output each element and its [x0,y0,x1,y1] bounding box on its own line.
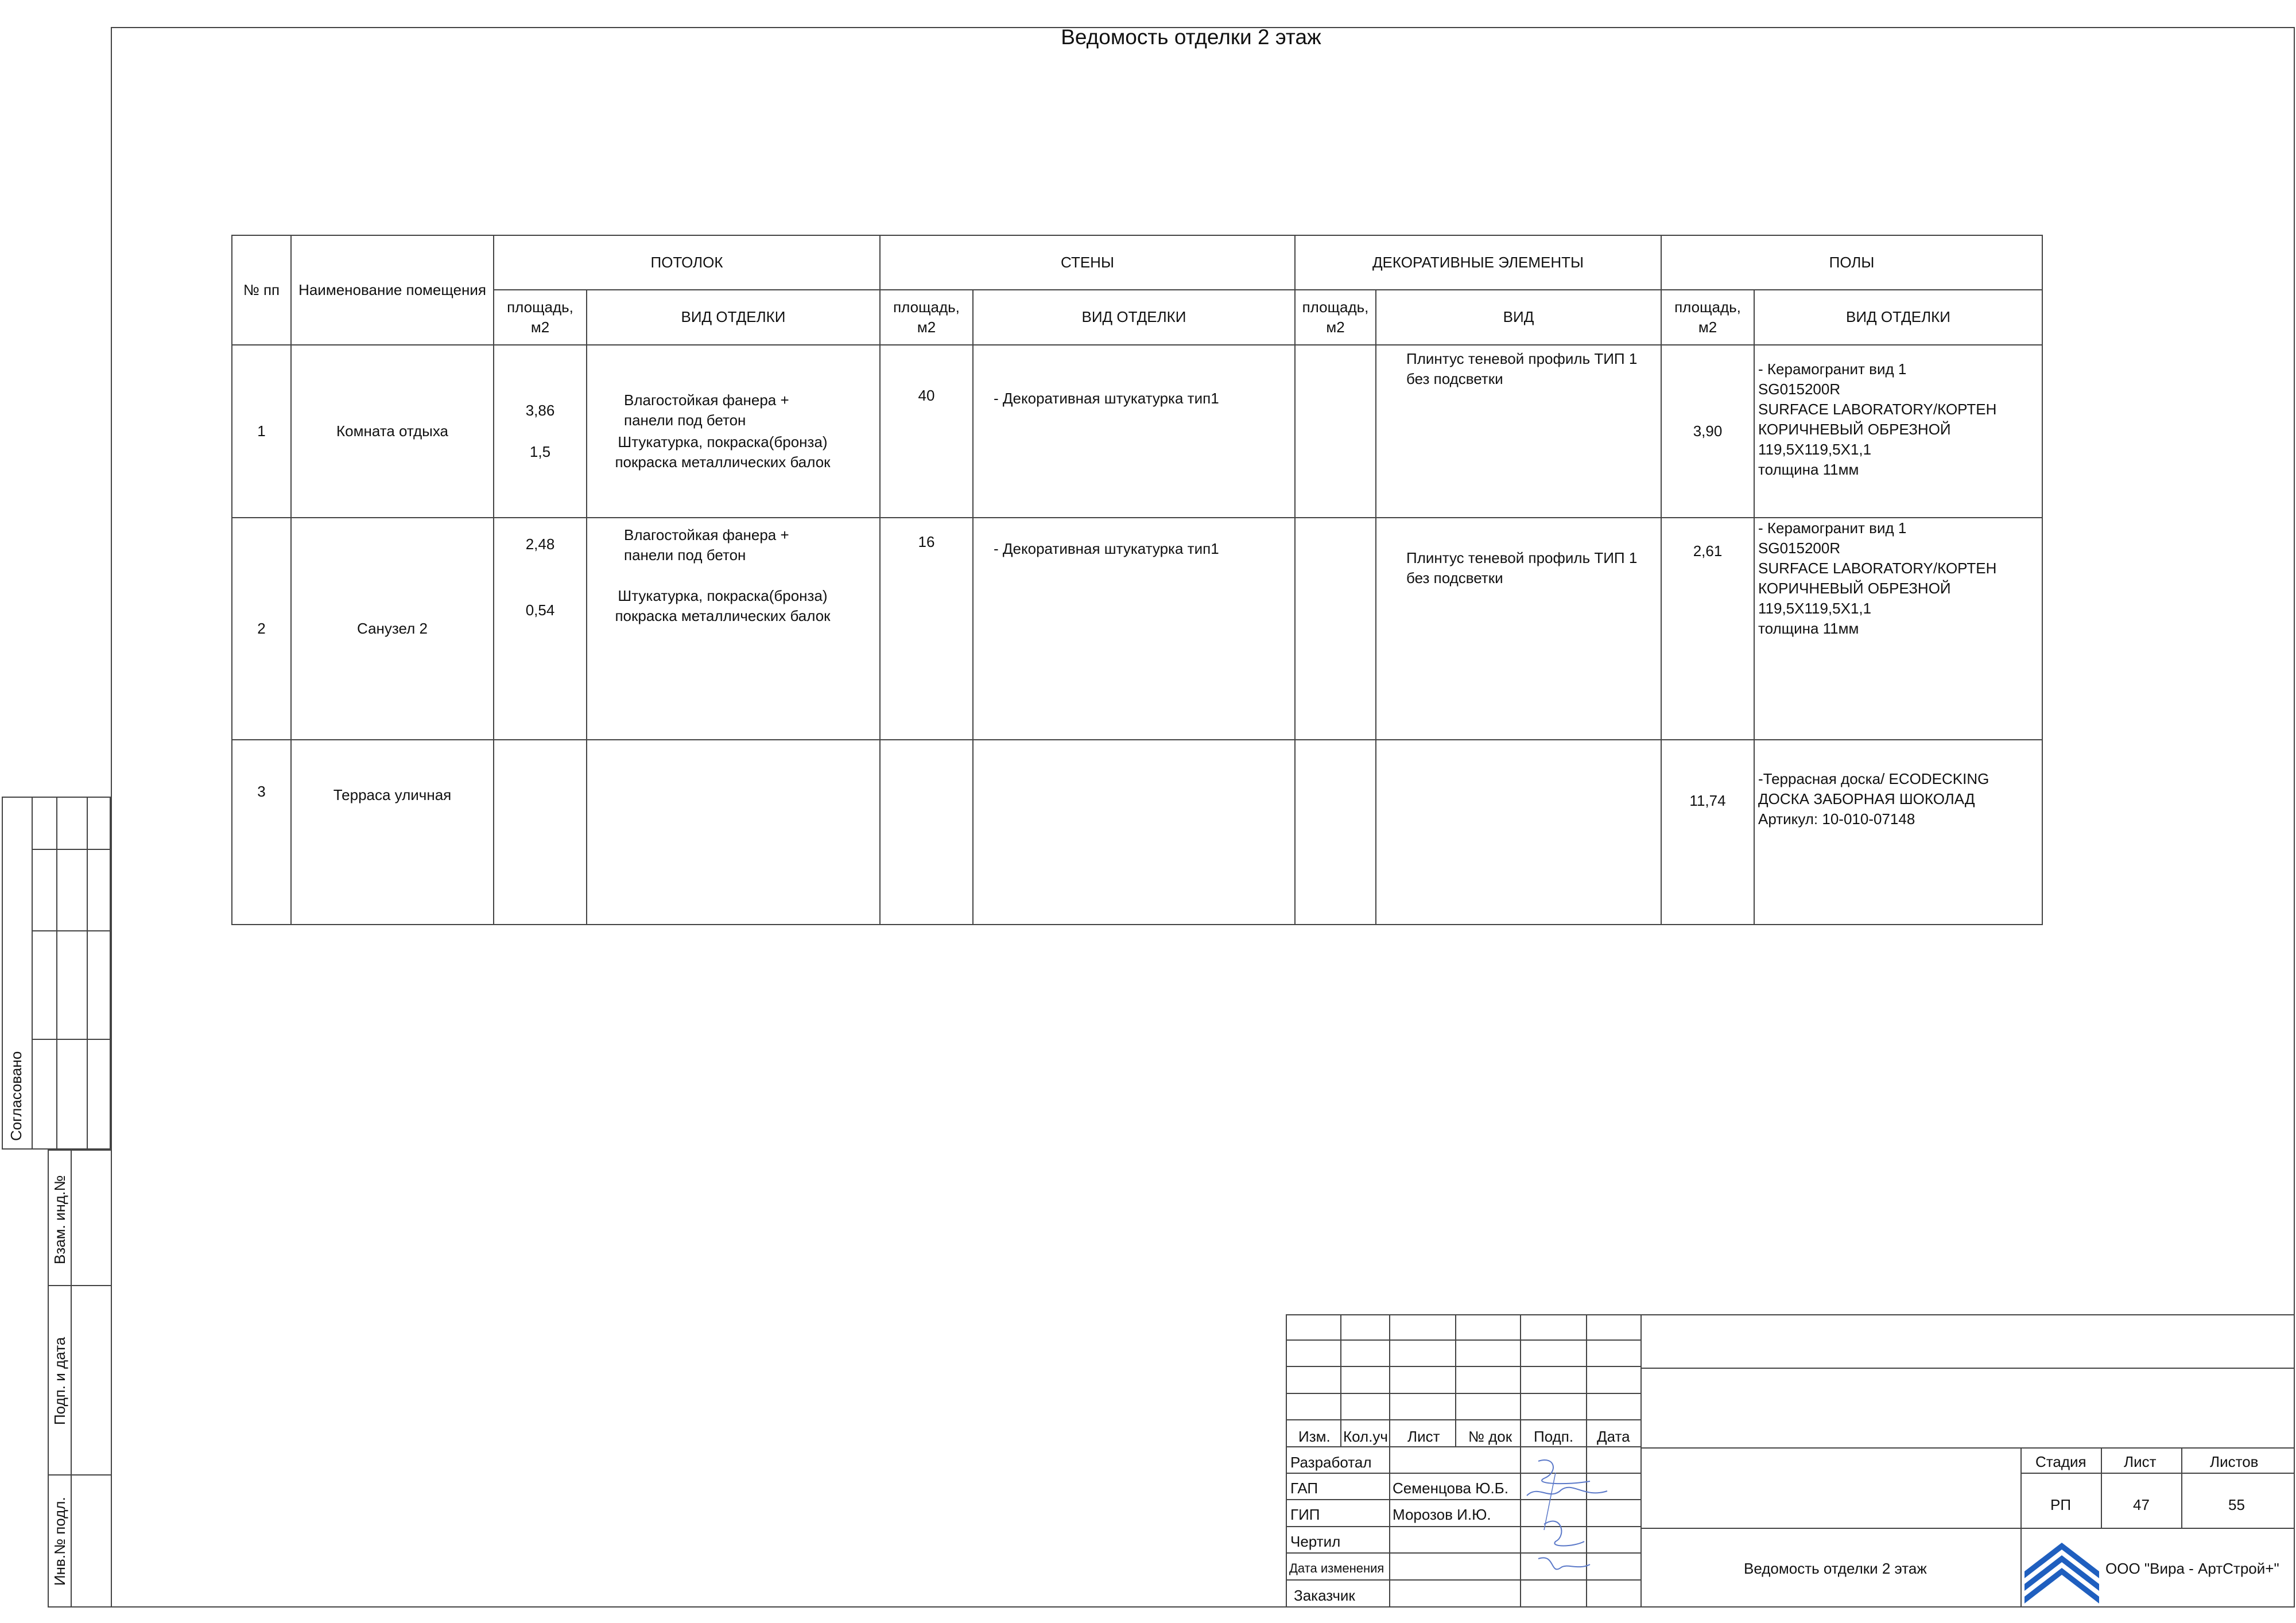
change-date-label: Дата изменения [1289,1561,1384,1575]
header-ceiling: ПОТОЛОК [494,235,880,290]
customer-label: Заказчик [1294,1587,1355,1604]
ceiling-finish-1: Влагостойкая фанера + панели под бетон [624,526,789,564]
row-number: 2 [232,518,291,740]
ceiling-area-cell [494,518,587,740]
table-row [232,740,2042,925]
ceiling-area [494,740,587,925]
document-title: Ведомость отделки 2 этаж [1061,25,1321,49]
col-header-list: Лист [1407,1428,1440,1445]
header-floor-area: площадь, м2 [1661,290,1754,345]
ceiling-finish-1: Влагостойкая фанера + панели под бетон [624,391,789,429]
header-decor-area: площадь, м2 [1295,290,1376,345]
finish-schedule-table [231,235,2043,925]
row-number: 1 [232,345,291,518]
header-ceiling-area: площадь, м2 [494,290,587,345]
walls-area: 16 [880,518,973,740]
company-name: ООО "Вира - АртСтрой+" [2105,1560,2279,1577]
col-header-doc-no: № док [1468,1428,1512,1445]
sheet-value: 47 [2133,1496,2150,1513]
ceiling-area-1: 2,48 [525,535,555,553]
ceiling-area-2: 0,54 [525,601,555,619]
gap-label: ГАП [1290,1480,1318,1497]
ceiling-finish-2: Штукатурка, покраска(бронза) покраска металлических балок [615,433,831,471]
agreed-label: Согласовано [7,1051,25,1141]
floor-finish: - Керамогранит вид 1 SG015200R SURFACE LABORATORY/КОРТЕН КОРИЧНЕВЫЙ ОБРЕЗНОЙ 119,5Х119,5Х1,1 толщина 11мм [1754,345,2042,518]
walls-finish: - Декоративная штукатурка тип1 [973,345,1295,518]
gap-name: Семенцова Ю.Б. [1393,1480,1508,1497]
drew-label: Чертил [1290,1533,1341,1550]
sheet-label: Лист [2124,1453,2157,1470]
title-block [1286,1314,2295,1608]
table-row [232,518,2042,740]
header-number: № пп [232,235,291,345]
col-header-kol-uch: Кол.уч [1343,1428,1388,1445]
decor-type [1376,740,1661,925]
ceiling-area-1: 3,86 [525,402,555,420]
header-room-name: Наименование помещения [291,235,494,345]
room-name: Терраса уличная [291,740,494,925]
walls-finish: - Декоративная штукатурка тип1 [973,518,1295,740]
room-name: Санузел 2 [291,518,494,740]
walls-area [880,740,973,925]
decor-area [1295,345,1376,518]
header-decor-type: ВИД [1376,290,1661,345]
inv-no-label: Инв.№ подл. [51,1497,68,1586]
identification-strip [48,1150,112,1608]
table-row [232,345,2042,518]
header-floors: ПОЛЫ [1661,235,2042,290]
signature-marks [1504,1450,1619,1593]
header-ceiling-finish: ВИД ОТДЕЛКИ [587,290,880,345]
stage-value: РП [2050,1496,2072,1513]
stage-label: Стадия [2035,1453,2086,1470]
floor-finish: -Террасная доска/ ECODECKING ДОСКА ЗАБОРНАЯ ШОКОЛАД Артикул: 10-010-07148 [1754,740,2042,925]
sign-date-label: Подп. и дата [51,1337,68,1425]
company-logo-icon [2024,1531,2099,1605]
sheets-label: Листов [2210,1453,2259,1470]
header-walls: СТЕНЫ [880,235,1295,290]
ceiling-finish-cell [587,518,880,740]
ceiling-area-2: 1,5 [529,442,551,460]
agreed-strip [2,797,111,1150]
walls-area: 40 [880,345,973,518]
developed-label: Разработал [1290,1454,1372,1471]
gip-label: ГИП [1290,1506,1320,1523]
gip-name: Морозов И.Ю. [1393,1506,1491,1523]
walls-finish [973,740,1295,925]
floor-area: 11,74 [1661,740,1754,925]
header-row-1 [232,235,2042,290]
row-number: 3 [232,740,291,925]
ceiling-area-cell [494,345,587,518]
decor-type: Плинтус теневой профиль ТИП 1 без подсветки [1376,518,1661,740]
header-row-2 [232,290,2042,345]
ceiling-finish [587,740,880,925]
decor-area [1295,740,1376,925]
floor-area: 2,61 [1661,518,1754,740]
floor-area: 3,90 [1661,345,1754,518]
header-decor: ДЕКОРАТИВНЫЕ ЭЛЕМЕНТЫ [1295,235,1661,290]
decor-type: Плинтус теневой профиль ТИП 1 без подсветки [1376,345,1661,518]
sheets-value: 55 [2228,1496,2245,1513]
ceiling-finish-cell [587,345,880,518]
header-walls-finish: ВИД ОТДЕЛКИ [973,290,1295,345]
room-name: Комната отдыха [291,345,494,518]
ref-no-label: Взам. инд.№ [51,1175,68,1264]
decor-area [1295,518,1376,740]
col-header-date: Дата [1597,1428,1630,1445]
col-header-izm: Изм. [1298,1428,1331,1445]
ceiling-finish-2: Штукатурка, покраска(бронза) покраска металлических балок [615,587,831,625]
floor-finish: - Керамогранит вид 1 SG015200R SURFACE LABORATORY/КОРТЕН КОРИЧНЕВЫЙ ОБРЕЗНОЙ 119,5Х119,5Х1,1 толщина 11мм [1754,518,2042,740]
header-walls-area: площадь, м2 [880,290,973,345]
col-header-sign: Подп. [1534,1428,1574,1445]
header-floor-finish: ВИД ОТДЕЛКИ [1754,290,2042,345]
drawing-title: Ведомость отделки 2 этаж [1744,1560,1927,1577]
